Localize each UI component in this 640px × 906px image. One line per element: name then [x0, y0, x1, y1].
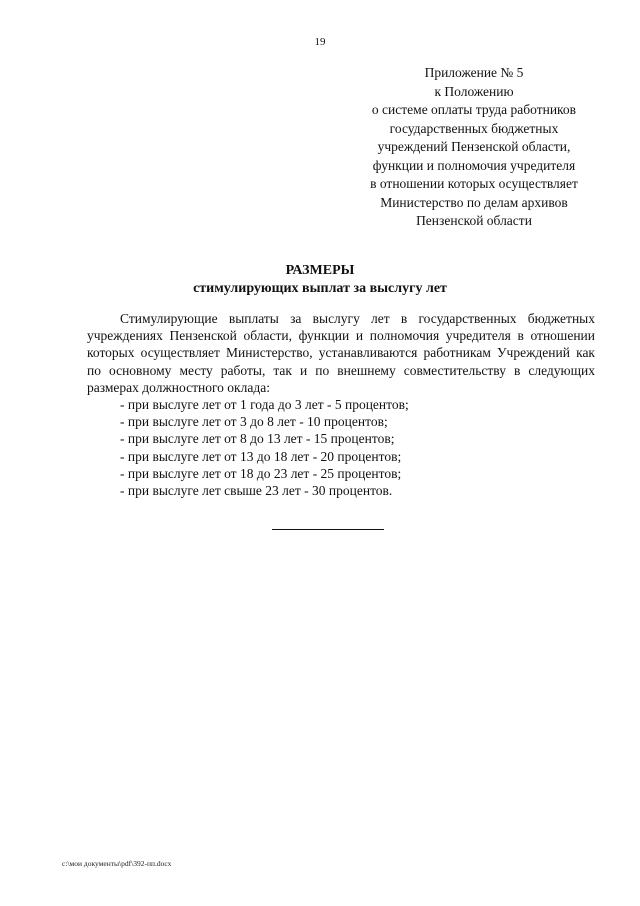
appendix-line: функции и полномочия учредителя: [372, 157, 576, 173]
title-subheading: стимулирующих выплат за выслугу лет: [193, 281, 447, 296]
intro-paragraph: Стимулирующие выплаты за выслугу лет в государственных бюджетных учреждениях Пензенской области, функции и полномочия учредителя в отношении которых осуществляет Министерство, устанавливаются работникам Учреждений как по основному месту работы, так и по внешнему совместительству в следующих размерах должностного оклада:: [87, 311, 595, 395]
list-item: - при выслуге лет от 13 до 18 лет - 20 процентов;: [120, 448, 402, 464]
document-title: [0, 262, 640, 298]
bonus-list: [87, 396, 595, 499]
list-item: - при выслуге лет от 8 до 13 лет - 15 процентов;: [120, 431, 395, 447]
appendix-line: государственных бюджетных: [389, 120, 559, 136]
document-body: [87, 310, 595, 499]
appendix-line: к Положению: [434, 83, 514, 99]
appendix-line: о системе оплаты труда работников: [371, 102, 577, 117]
appendix-line: Пензенской области: [416, 213, 532, 228]
title-heading: РАЗМЕРЫ: [285, 263, 355, 278]
list-item: - при выслуге лет от 18 до 23 лет - 25 процентов;: [120, 465, 402, 481]
footer-file-path: c:\мои документы\pdf\392-пп.docx: [62, 859, 172, 868]
list-item: - при выслуге лет от 3 до 8 лет - 10 процентов;: [120, 414, 388, 430]
appendix-header: [348, 64, 600, 231]
end-rule: [272, 529, 384, 530]
list-item: - при выслуге лет от 1 года до 3 лет - 5 процентов;: [120, 397, 409, 413]
appendix-line: в отношении которых осуществляет: [370, 176, 578, 191]
appendix-line: Министерство по делам архивов: [380, 194, 568, 210]
page-number: 19: [314, 36, 326, 48]
appendix-line: учреждений Пензенской области,: [377, 139, 571, 154]
list-item: - при выслуге лет свыше 23 лет - 30 процентов.: [120, 483, 393, 499]
appendix-line: Приложение № 5: [424, 65, 524, 80]
